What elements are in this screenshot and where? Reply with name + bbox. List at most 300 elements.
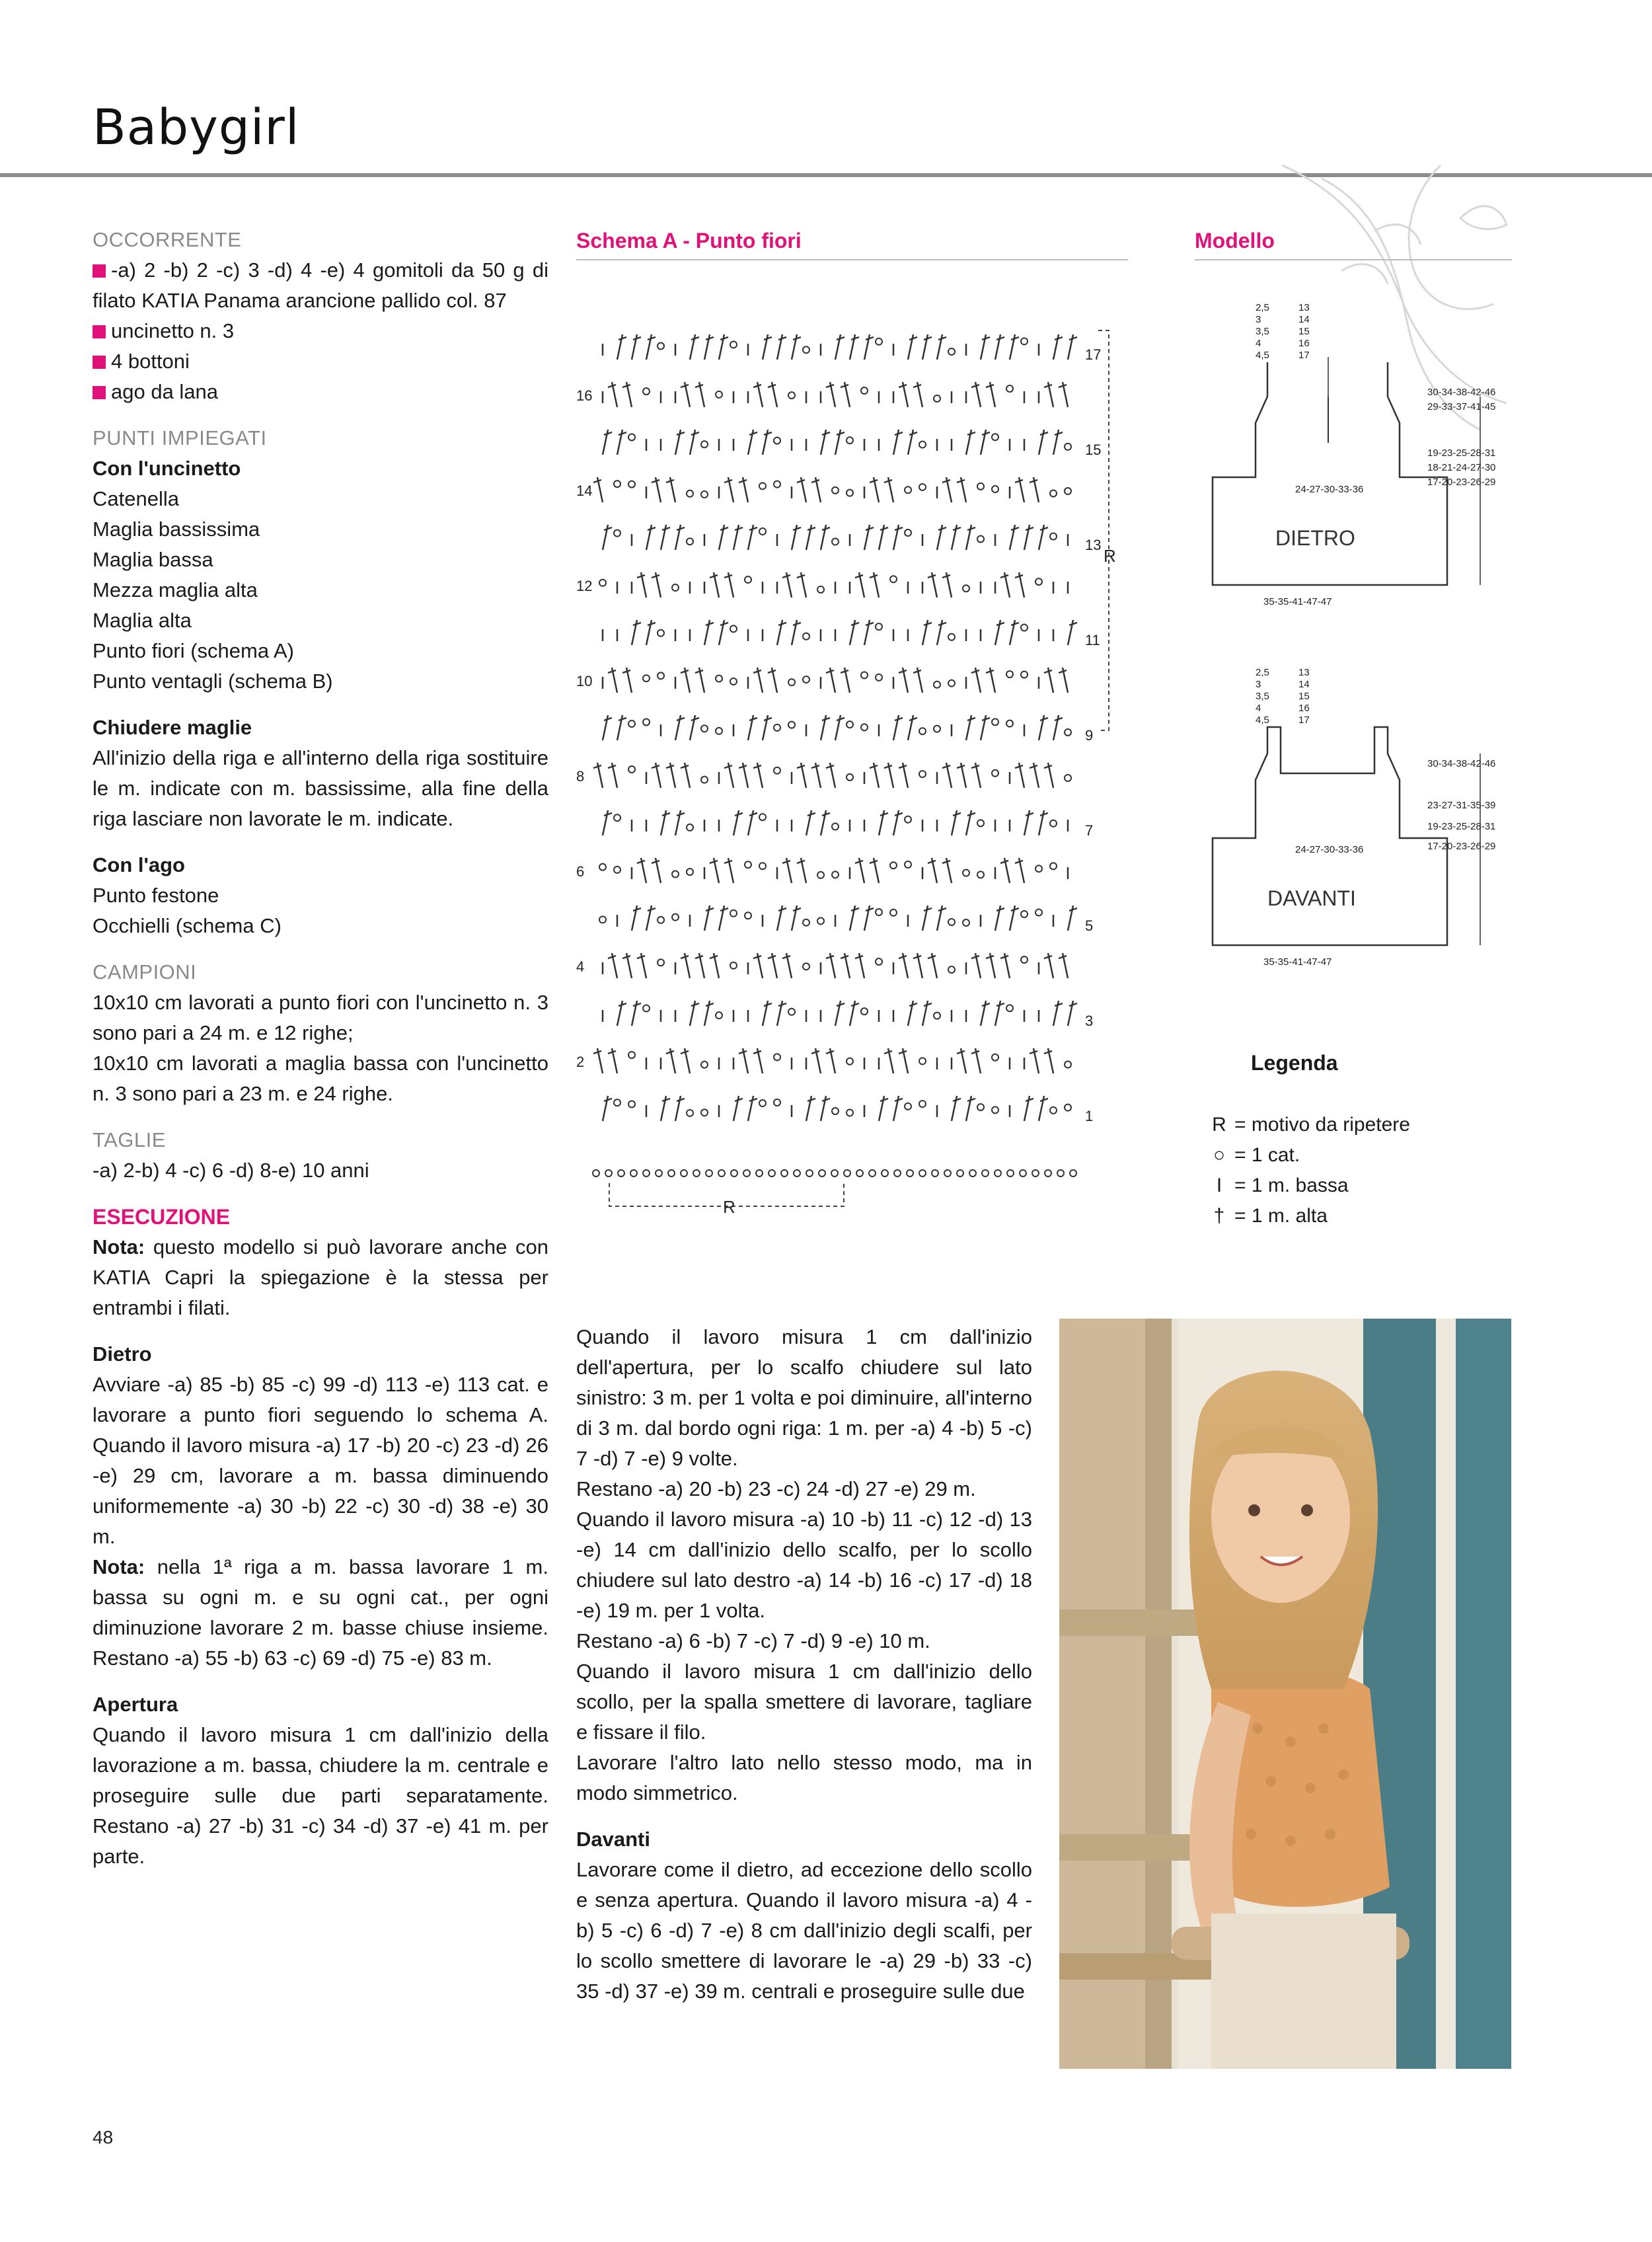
chain-stitch-mark — [948, 966, 955, 973]
double-crochet-mark — [821, 430, 830, 455]
chart-row — [603, 715, 1071, 740]
chain-stitch-mark — [944, 1170, 951, 1177]
chain-stitch-mark — [628, 1101, 635, 1108]
double-crochet-mark — [899, 1048, 908, 1073]
double-crochet-mark — [942, 477, 952, 502]
chain-stitch-mark — [759, 483, 766, 489]
single-crochet-symbol-icon: I — [1216, 1175, 1222, 1196]
chain-stitch-mark — [701, 1109, 708, 1116]
double-crochet-mark — [922, 1001, 932, 1026]
chain-stitch-mark — [687, 869, 693, 875]
double-crochet-mark — [1044, 763, 1053, 788]
double-crochet-mark — [593, 477, 603, 502]
double-crochet-mark — [617, 430, 626, 455]
stitch-item: Punto ventagli (schema B) — [93, 670, 333, 693]
double-crochet-mark — [681, 1048, 690, 1073]
chain-stitch-mark — [1021, 338, 1028, 344]
double-crochet-mark — [719, 525, 728, 550]
legend-item — [1209, 1205, 1328, 1227]
chiudere-text: All'inizio della riga e all'interno della riga sostituire le m. indicate con m. bassissime, alla fine della riga lasciare non lavorate le m. indicate. — [93, 746, 548, 830]
chain-stitch-mark — [861, 672, 868, 678]
double-crochet-mark — [986, 668, 995, 693]
double-crochet-mark — [661, 525, 670, 550]
double-crochet-mark — [879, 810, 888, 835]
chain-stitch-mark — [977, 535, 984, 542]
chain-stitch-mark — [774, 1054, 780, 1060]
chart-row — [593, 477, 1071, 502]
chain-symbol-icon: ○ — [1213, 1144, 1226, 1166]
chain-stitch-mark — [919, 771, 926, 777]
double-crochet-mark — [748, 715, 757, 740]
double-crochet-mark — [986, 953, 995, 978]
dietro-inner-width: 24-27-30-33-36 — [1295, 484, 1364, 495]
double-crochet-mark — [704, 334, 714, 360]
chain-stitch-mark — [1045, 1170, 1051, 1177]
chain-stitch-mark — [1065, 488, 1071, 494]
double-crochet-mark — [739, 1048, 748, 1073]
dim-label: 15 — [1298, 691, 1310, 702]
double-crochet-mark — [690, 715, 699, 740]
double-crochet-mark — [748, 525, 757, 550]
chain-stitch-mark — [934, 681, 940, 688]
double-crochet-mark — [768, 382, 777, 407]
double-crochet-mark — [675, 525, 685, 550]
chain-stitch-mark — [687, 538, 693, 545]
uncinetto-heading: Con l'uncinetto — [93, 457, 241, 480]
double-crochet-mark — [826, 763, 835, 788]
double-crochet-mark — [1010, 334, 1019, 360]
chain-stitch-mark — [1065, 1104, 1071, 1111]
double-crochet-mark — [957, 477, 966, 502]
double-crochet-mark — [1010, 620, 1019, 645]
double-crochet-mark — [811, 1048, 821, 1073]
dim-label: 4,5 — [1256, 350, 1269, 361]
chain-stitch-mark — [687, 490, 693, 497]
stitch-item: Maglia bassa — [93, 548, 213, 571]
page-title: Babygirl — [93, 99, 300, 156]
chain-stitch-mark — [1006, 720, 1013, 727]
double-crochet-mark — [1024, 810, 1033, 835]
chain-stitch-mark — [759, 863, 766, 869]
dim-label: 3,5 — [1256, 691, 1269, 702]
chain-stitch-mark — [832, 487, 839, 494]
chain-stitch-mark — [846, 437, 853, 444]
double-crochet-mark — [1039, 1096, 1048, 1121]
chain-stitch-mark — [743, 1170, 750, 1177]
double-crochet-mark — [739, 763, 748, 788]
bullet-square-icon — [93, 264, 106, 278]
chain-stitch-mark — [876, 909, 882, 915]
chain-stitch-mark — [730, 625, 737, 632]
double-crochet-mark — [763, 1001, 772, 1026]
chain-stitch-mark — [861, 724, 868, 730]
chain-stitch-mark — [948, 348, 955, 355]
double-crochet-mark — [850, 334, 859, 360]
double-crochet-mark — [1044, 668, 1053, 693]
repeat-label-right: R — [1104, 546, 1116, 566]
double-crochet-mark — [952, 525, 961, 550]
legend-text: = 1 cat. — [1234, 1144, 1300, 1166]
double-crochet-mark — [855, 572, 864, 598]
dim-label: 30-34-38-42-46 — [1427, 758, 1496, 769]
double-crochet-mark — [690, 1001, 699, 1026]
double-crochet-mark — [1059, 953, 1068, 978]
model-photo — [1059, 1319, 1511, 2069]
double-crochet-mark — [753, 668, 763, 693]
double-crochet-mark — [884, 1048, 893, 1073]
legend-item — [1209, 1175, 1349, 1197]
double-crochet-mark — [908, 1001, 917, 1026]
repeat-bracket-right — [1098, 330, 1109, 730]
double-crochet-mark — [826, 953, 835, 978]
chain-stitch-mark — [803, 676, 809, 683]
double-crochet-mark — [913, 382, 922, 407]
chain-stitch-mark — [1035, 578, 1042, 585]
double-crochet-mark — [797, 763, 806, 788]
double-crochet-mark — [937, 525, 946, 550]
double-crochet-mark — [792, 525, 801, 550]
chain-stitch-mark — [759, 528, 766, 535]
chain-stitch-mark — [656, 1170, 662, 1177]
double-crochet-mark — [666, 477, 675, 502]
repeat-symbol-icon: R — [1212, 1114, 1226, 1136]
double-crochet-mark — [1010, 906, 1019, 931]
double-crochet-mark — [864, 525, 874, 550]
chain-stitch-mark — [861, 1008, 868, 1015]
double-crochet-mark — [841, 953, 850, 978]
schema-heading: Schema A - Punto fiori — [576, 229, 802, 252]
double-crochet-mark — [821, 1096, 830, 1121]
chain-stitch-mark — [1035, 909, 1042, 915]
double-crochet-mark — [666, 763, 675, 788]
double-crochet-mark — [957, 763, 966, 788]
double-crochet-mark — [864, 334, 874, 360]
double-crochet-mark — [675, 810, 685, 835]
double-crochet-mark — [864, 906, 874, 931]
double-crochet-mark — [893, 430, 903, 455]
double-crochet-mark — [937, 620, 946, 645]
occorrente-item: ago da lana — [93, 377, 548, 407]
dim-label: 4,5 — [1256, 715, 1269, 726]
esecuzione-heading: ESECUZIONE — [93, 1205, 231, 1229]
chain-stitch-mark — [803, 963, 809, 970]
double-crochet-mark — [753, 953, 763, 978]
chain-stitch-mark — [716, 676, 722, 682]
double-crochet-mark — [704, 620, 714, 645]
middle-column — [576, 1322, 1032, 2007]
double-crochet-mark — [637, 858, 646, 883]
double-crochet-mark — [928, 858, 937, 883]
chain-stitch-mark — [905, 1103, 911, 1110]
double-crochet-mark — [1059, 382, 1068, 407]
double-crochet-mark — [957, 1048, 966, 1073]
double-crochet-mark — [710, 953, 719, 978]
chain-stitch-mark — [992, 434, 998, 440]
punti-heading: PUNTI IMPIEGATI — [93, 426, 267, 449]
davanti-label: DAVANTI — [1267, 886, 1356, 910]
double-crochet-mark — [995, 334, 1004, 360]
dim-label: 3 — [1256, 314, 1261, 325]
chain-stitch-mark — [1050, 490, 1057, 496]
double-crochet-mark — [1015, 763, 1024, 788]
campioni-text-1: 10x10 cm lavorati a punto fiori con l'uncinetto n. 3 sono pari a 24 m. e 12 righe; — [93, 991, 548, 1044]
double-crochet-mark — [797, 572, 806, 598]
row-number-left: 10 — [576, 673, 593, 689]
chain-stitch-mark — [614, 481, 620, 487]
chain-stitch-mark — [977, 483, 984, 490]
chain-stitch-mark — [794, 1170, 800, 1177]
double-crochet-mark — [870, 477, 879, 502]
row-number-left: 6 — [576, 863, 585, 880]
stitch-item: Mezza maglia alta — [93, 578, 258, 601]
double-crochet-mark — [966, 525, 975, 550]
chain-stitch-mark — [745, 912, 751, 919]
double-crochet-mark — [922, 620, 932, 645]
chain-stitch-mark — [992, 486, 998, 492]
chain-stitch-mark — [759, 814, 766, 820]
chain-stitch-mark — [919, 484, 926, 490]
chart-row — [603, 668, 1068, 693]
stitch-item: Maglia alta — [93, 609, 192, 632]
double-crochet-mark — [777, 334, 786, 360]
double-crochet-mark — [652, 858, 661, 883]
chain-stitch-mark — [919, 1058, 926, 1064]
dim-label: 4 — [1256, 703, 1261, 714]
double-crochet-mark — [733, 810, 743, 835]
chart-row — [599, 906, 1077, 931]
chain-stitch-mark — [1057, 1170, 1064, 1177]
double-crochet-mark — [1000, 953, 1010, 978]
occorrente-item: -a) 2 -b) 2 -c) 3 -d) 4 -e) 4 gomitoli da 50 g di filato KATIA Panama arancione pallido col. 87 — [93, 258, 548, 312]
double-crochet-mark — [835, 715, 845, 740]
chain-stitch-mark — [876, 958, 882, 965]
double-crochet-mark — [971, 953, 981, 978]
row-number-right: 13 — [1085, 537, 1102, 553]
bullet-square-icon — [93, 356, 106, 369]
double-crochet-mark — [1030, 763, 1039, 788]
chain-stitch-mark — [730, 910, 737, 917]
double-crochet-mark — [908, 334, 917, 360]
double-crochet-mark — [608, 1048, 617, 1073]
col2-paragraph: Restano -a) 6 -b) 7 -c) 7 -d) 9 -e) 10 m. — [576, 1629, 930, 1652]
chain-stitch-mark — [788, 1009, 795, 1015]
dim-label: 23-27-31-35-39 — [1427, 800, 1496, 811]
double-crochet-mark — [608, 668, 617, 693]
dim-label: 13 — [1298, 302, 1310, 313]
double-crochet-mark — [864, 620, 874, 645]
stitch-item: Punto fiori (schema A) — [93, 639, 294, 662]
chain-stitch-mark — [657, 672, 664, 679]
double-crochet-mark — [675, 715, 685, 740]
campioni-heading: CAMPIONI — [93, 960, 197, 984]
double-crochet-mark — [841, 382, 850, 407]
double-crochet-mark — [870, 763, 879, 788]
chain-stitch-mark — [977, 820, 984, 826]
double-crochet-mark — [893, 1096, 903, 1121]
chain-stitch-mark — [788, 722, 795, 728]
double-crochet-mark — [850, 1001, 859, 1026]
chain-stitch-mark — [869, 1170, 876, 1177]
double-crochet-mark — [908, 715, 917, 740]
row-number-left: 4 — [576, 958, 585, 975]
chain-stitch-mark — [756, 1170, 763, 1177]
double-crochet-mark — [637, 572, 646, 598]
double-crochet-mark — [646, 620, 656, 645]
dim-label: 2,5 — [1256, 667, 1269, 678]
double-crochet-mark — [763, 334, 772, 360]
double-crochet-mark — [753, 382, 763, 407]
col2-paragraph: Quando il lavoro misura 1 cm dall'inizio dello scollo, per la spalla smettere di lavorare, tagliare e fissare il filo. — [576, 1660, 1032, 1744]
chain-stitch-mark — [593, 1170, 599, 1177]
chain-stitch-mark — [890, 862, 897, 869]
chain-stitch-mark — [905, 486, 911, 493]
double-crochet-mark — [724, 858, 733, 883]
double-crochet-mark — [622, 953, 632, 978]
chain-stitch-mark — [718, 1170, 725, 1177]
double-crochet-mark — [777, 906, 786, 931]
double-crochet-mark — [782, 572, 792, 598]
chain-stitch-mark — [781, 1170, 788, 1177]
double-crochet-mark — [608, 382, 617, 407]
chain-stitch-mark — [614, 1099, 620, 1106]
chain-stitch-mark — [1065, 775, 1071, 781]
double-crochet-mark — [1068, 620, 1077, 645]
chain-stitch-mark — [977, 871, 984, 878]
chain-stitch-mark — [774, 767, 780, 774]
row-number-right: 1 — [1085, 1108, 1094, 1124]
double-crochet-mark — [690, 430, 699, 455]
double-crochet-mark — [942, 858, 952, 883]
photo-illustration — [1059, 1319, 1511, 2069]
double-crochet-mark — [971, 1048, 981, 1073]
chain-stitch-mark — [1050, 533, 1057, 540]
davanti-heading: Davanti — [576, 1828, 650, 1851]
chain-stitch-mark — [919, 728, 926, 734]
dietro-label: DIETRO — [1275, 526, 1355, 550]
double-crochet-mark — [1053, 1001, 1063, 1026]
esecuzione-nota: Nota: questo modello si può lavorare anche con KATIA Capri la spiegazione è la stessa per entrambi i filati. — [93, 1235, 548, 1319]
double-crochet-mark — [835, 430, 845, 455]
double-crochet-mark — [646, 525, 656, 550]
chain-stitch-mark — [1006, 671, 1013, 677]
double-crochet-mark — [879, 1096, 888, 1121]
chain-stitch-mark — [730, 678, 737, 685]
chain-stitch-mark — [890, 909, 897, 916]
chain-stitch-mark — [846, 1110, 853, 1116]
double-crochet-mark — [748, 1096, 757, 1121]
chain-stitch-mark — [832, 539, 839, 545]
chain-stitch-mark — [1020, 1170, 1026, 1177]
double-crochet-mark — [695, 382, 704, 407]
chain-stitch-mark — [882, 1170, 888, 1177]
double-crochet-mark — [666, 1048, 675, 1073]
chain-stitch-mark — [905, 529, 911, 536]
row-number-right: 15 — [1085, 442, 1102, 458]
double-crochet-mark — [981, 430, 990, 455]
row-number-right: 7 — [1085, 822, 1094, 839]
chart-row — [603, 334, 1077, 360]
double-crochet-mark — [782, 858, 792, 883]
double-crochet-mark — [782, 953, 792, 978]
double-crochet-mark — [1068, 334, 1077, 360]
chain-stitch-mark — [716, 1012, 722, 1019]
double-crochet-mark — [1068, 1001, 1077, 1026]
chain-stitch-mark — [992, 770, 998, 777]
chart-row — [599, 858, 1068, 883]
chain-stitch-mark — [643, 675, 650, 681]
double-crochet-mark — [995, 906, 1004, 931]
double-crochet-mark — [617, 715, 626, 740]
double-crochet-mark — [724, 477, 733, 502]
chain-stitch-mark — [693, 1170, 700, 1177]
chain-stitch-mark — [1021, 672, 1028, 678]
dietro-nota: Nota: nella 1ª riga a m. bassa lavorare 1 m. bassa su ogni m. e su ogni cat., per ogni diminuzione lavorare 2 m. basse chiuse insieme. Restano -a) 55 -b) 63 -c) 69 -d) 75 -e) 83 m. — [93, 1555, 548, 1670]
double-crochet-mark — [841, 668, 850, 693]
double-crochet-mark — [681, 763, 690, 788]
double-crochet-mark — [986, 382, 995, 407]
double-crochet-mark — [1044, 382, 1053, 407]
double-crochet-mark — [835, 1001, 845, 1026]
ago-item: Punto festone — [93, 884, 219, 907]
chain-stitch-mark — [876, 338, 882, 345]
double-crochet-mark — [608, 763, 617, 788]
double-crochet-mark — [893, 810, 903, 835]
double-crochet-mark — [695, 668, 704, 693]
dietro-heading: Dietro — [93, 1342, 152, 1366]
double-crochet-mark — [1015, 858, 1024, 883]
double-crochet-mark — [937, 334, 946, 360]
double-crochet-mark — [681, 668, 690, 693]
double-crochet-mark — [661, 810, 670, 835]
double-crochet-mark — [792, 334, 801, 360]
chart-row — [593, 763, 1071, 788]
chain-stitch-mark — [1065, 444, 1071, 450]
col2-paragraph: Restano -a) 20 -b) 23 -c) 24 -d) 27 -e) 29 m. — [576, 1477, 976, 1500]
double-crochet-mark — [646, 334, 656, 360]
double-crochet-mark — [777, 620, 786, 645]
dim-label: 18-21-24-27-30 — [1427, 462, 1496, 473]
chain-stitch-mark — [932, 1170, 938, 1177]
chain-stitch-mark — [856, 1170, 863, 1177]
double-crochet-mark — [763, 430, 772, 455]
double-crochet-mark — [1030, 1048, 1039, 1073]
chain-stitch-mark — [948, 634, 955, 640]
double-crochet-mark — [870, 858, 879, 883]
double-crochet-mark — [928, 953, 937, 978]
chain-stitch-mark — [716, 728, 722, 734]
double-crochet-mark — [593, 1048, 603, 1073]
double-crochet-mark — [826, 382, 835, 407]
double-crochet-mark — [811, 763, 821, 788]
row-number-right: 3 — [1085, 1013, 1094, 1029]
campioni-text-2: 10x10 cm lavorati a maglia bassa con l'uncinetto n. 3 sono pari a 23 m. e 24 righe. — [93, 1052, 548, 1105]
double-crochet-mark — [899, 668, 908, 693]
chain-stitch-mark — [876, 623, 882, 630]
chain-stitch-mark — [605, 1170, 612, 1177]
chain-stitch-mark — [628, 720, 635, 727]
occorrente-heading: OCCORRENTE — [93, 228, 242, 251]
double-crochet-mark — [753, 763, 763, 788]
double-crochet-mark — [1039, 430, 1048, 455]
chain-stitch-mark — [846, 721, 853, 728]
chain-stitch-mark — [934, 1013, 940, 1019]
double-crochet-mark — [981, 715, 990, 740]
row-number-left: 14 — [576, 483, 593, 499]
double-crochet-mark — [981, 334, 990, 360]
chain-stitch-mark — [1035, 865, 1042, 872]
ago-heading: Con l'ago — [93, 853, 185, 876]
double-crochet-symbol-icon: † — [1213, 1205, 1225, 1227]
